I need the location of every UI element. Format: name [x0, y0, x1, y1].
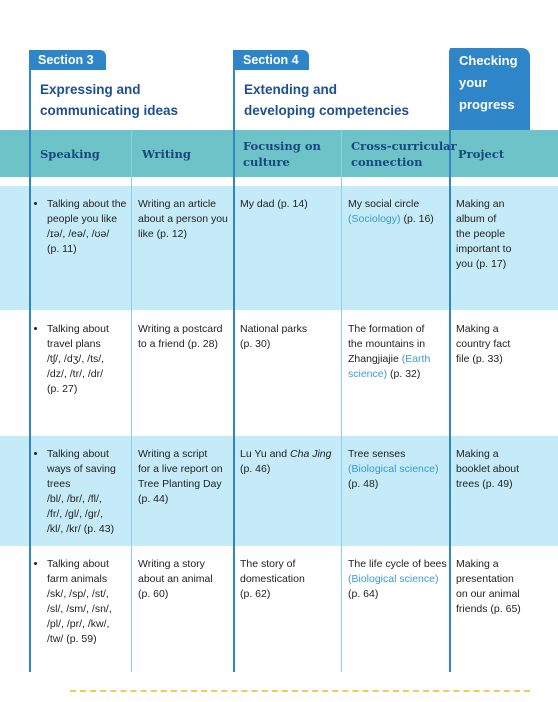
- row3-speaking-line: • Talking about: [47, 448, 109, 460]
- row1-speaking-line: /ɪə/, /eə/, /ʊə/: [47, 228, 110, 240]
- row3-project-line: Making a: [456, 448, 499, 460]
- row1-writing: [138, 197, 232, 242]
- progress-line2: your: [459, 75, 488, 90]
- section4-title: [244, 79, 409, 121]
- row1-project-line: you (p. 17): [456, 258, 507, 270]
- row2-cross-topic: Zhangjiajie: [348, 353, 399, 365]
- row4-writing-line: about an animal: [138, 573, 213, 585]
- header-project: Project: [458, 147, 505, 161]
- row2-speaking-line: /tʃ/, /dʒ/, /ts/,: [47, 353, 105, 365]
- row4-project-line: Making a: [456, 558, 499, 570]
- row2-culture-line: (p. 30): [240, 338, 271, 350]
- row1-cross-topic: My social circle: [348, 198, 420, 210]
- row3-cross-page: (p. 48): [348, 478, 379, 490]
- row1-cross-page: (p. 16): [403, 213, 434, 225]
- row4-speaking: [34, 557, 130, 647]
- row2-project-line: Making a: [456, 323, 499, 335]
- row2-speaking-line: (p. 27): [47, 383, 78, 395]
- row1-writing-line: like (p. 12): [138, 228, 188, 240]
- row3-speaking-line: ways of saving: [47, 463, 116, 475]
- row2-culture: [240, 322, 340, 352]
- row1-writing-line: about a person you: [138, 213, 228, 225]
- row3-cross: [348, 447, 448, 492]
- row2-writing-line: to a friend (p. 28): [138, 338, 218, 350]
- row4-culture-line: The story of: [240, 558, 296, 570]
- row2-cross-topic: the mountains in: [348, 338, 426, 350]
- decorative-dashed-line: [70, 690, 530, 692]
- row3-cross-topic: Tree senses: [348, 448, 406, 460]
- header-cross-curricular: [351, 138, 457, 170]
- row4-project: [456, 557, 546, 617]
- row2-writing: [138, 322, 232, 352]
- row3-speaking: [34, 447, 130, 537]
- row1-project-line: album of: [456, 213, 497, 225]
- row1-cross: [348, 197, 448, 227]
- row4-speaking-line: farm animals: [47, 573, 108, 585]
- row4-writing-line: Writing a story: [138, 558, 205, 570]
- row1-speaking-line: people you like: [47, 213, 118, 225]
- row3-project-line: trees (p. 49): [456, 478, 513, 490]
- row4-project-line: presentation: [456, 573, 514, 585]
- row4-cross: [348, 557, 448, 602]
- row4-writing-line: (p. 60): [138, 588, 169, 600]
- divider-speaking-writing: [131, 130, 132, 672]
- row1-speaking-line: (p. 11): [47, 243, 77, 255]
- row4-cross-subject: (Biological science): [348, 573, 439, 585]
- divider-culture-cross: [341, 130, 342, 672]
- row3-cross-subject: (Biological science): [348, 463, 439, 475]
- checking-progress-box: [450, 48, 530, 130]
- row3-writing-line: for a live report on: [138, 463, 223, 475]
- row3-writing-line: Writing a script: [138, 448, 208, 460]
- section4-title-line2: developing competencies: [244, 103, 410, 118]
- row4-speaking-item: [47, 557, 130, 647]
- section4-title-line1: Extending and: [244, 82, 338, 97]
- row1-project-line: the people: [456, 228, 506, 240]
- row4-culture-line: (p. 62): [240, 588, 271, 600]
- row2-project-line: file (p. 33): [456, 353, 503, 365]
- row3-culture: [240, 447, 340, 477]
- row4-project-line: on our animal: [456, 588, 520, 600]
- row1-culture-line: My dad (p. 14): [240, 198, 308, 210]
- row2-speaking-line: • Talking about: [47, 323, 109, 335]
- row2-writing-line: Writing a postcard: [138, 323, 223, 335]
- header-culture-line2: culture: [243, 155, 290, 169]
- progress-line1: Checking: [459, 53, 518, 68]
- row4-culture: [240, 557, 340, 602]
- section3-tag: Section 3: [30, 50, 106, 70]
- row3-writing-line: (p. 44): [138, 493, 169, 505]
- row1-cross-subject: (Sociology): [348, 213, 401, 225]
- row3-writing: [138, 447, 232, 507]
- row4-speaking-line: /sl/, /sm/, /sn/,: [47, 603, 112, 615]
- row1-project: [456, 197, 546, 272]
- row3-project: [456, 447, 546, 492]
- row3-culture-page: (p. 46): [240, 463, 271, 475]
- divider-section: [233, 50, 235, 672]
- header-cross-line1: Cross-curricular: [351, 139, 457, 153]
- header-culture: [243, 138, 321, 170]
- row3-speaking-line: /fr/, /gl/, /gr/,: [47, 508, 104, 520]
- row4-cross-topic: The life cycle of bees: [348, 558, 447, 570]
- row2-culture-line: National parks: [240, 323, 308, 335]
- row4-speaking-line: /tw/ (p. 59): [47, 633, 97, 645]
- row2-cross-subject: science): [348, 368, 388, 380]
- row3-speaking-item: [47, 447, 130, 537]
- row4-cross-page: (p. 64): [348, 588, 379, 600]
- row4-speaking-line: /pl/, /pr/, /kw/,: [47, 618, 110, 630]
- row3-culture-book-title: Cha Jing: [290, 448, 332, 460]
- row3-writing-line: Tree Planting Day: [138, 478, 222, 490]
- section3-title-line1: Expressing and: [40, 82, 141, 97]
- row1-project-line: important to: [456, 243, 512, 255]
- row2-cross-subject: (Earth: [401, 353, 431, 365]
- section3-title: [40, 79, 178, 121]
- header-cross-line2: connection: [351, 155, 423, 169]
- row1-speaking-line: • Talking about the: [47, 198, 127, 210]
- section4-tag: Section 4: [235, 50, 309, 70]
- row4-speaking-line: /sk/, /sp/, /st/,: [47, 588, 109, 600]
- header-speaking: Speaking: [40, 147, 100, 161]
- row4-culture-line: domestication: [240, 573, 305, 585]
- divider-left: [29, 50, 31, 672]
- row2-speaking-line: /dz/, /tr/, /dr/: [47, 368, 104, 380]
- header-writing: Writing: [142, 147, 191, 161]
- row2-speaking-line: travel plans: [47, 338, 101, 350]
- row2-cross-topic: The formation of: [348, 323, 425, 335]
- row2-project-line: country fact: [456, 338, 511, 350]
- row4-writing: [138, 557, 232, 602]
- row2-cross-page: (p. 32): [390, 368, 421, 380]
- row3-speaking-line: /kl/, /kr/ (p. 43): [47, 523, 115, 535]
- row3-speaking-line: /bl/, /br/, /fl/,: [47, 493, 102, 505]
- header-culture-line1: Focusing on: [243, 139, 321, 153]
- row4-project-line: friends (p. 65): [456, 603, 521, 615]
- row1-speaking: [34, 197, 130, 257]
- row1-culture: [240, 197, 340, 212]
- row3-speaking-line: trees: [47, 478, 71, 490]
- row1-writing-line: Writing an article: [138, 198, 217, 210]
- row1-project-line: Making an: [456, 198, 505, 210]
- row2-project: [456, 322, 546, 367]
- row1-speaking-item: [47, 197, 130, 257]
- row4-speaking-line: • Talking about: [47, 558, 109, 570]
- row3-project-line: booklet about: [456, 463, 520, 475]
- row2-speaking: [34, 322, 130, 397]
- progress-line3: progress: [459, 97, 515, 112]
- row3-culture-topic: Lu Yu and: [240, 448, 288, 460]
- row2-speaking-item: [47, 322, 130, 397]
- row2-cross: [348, 322, 448, 382]
- section3-title-line2: communicating ideas: [40, 103, 179, 118]
